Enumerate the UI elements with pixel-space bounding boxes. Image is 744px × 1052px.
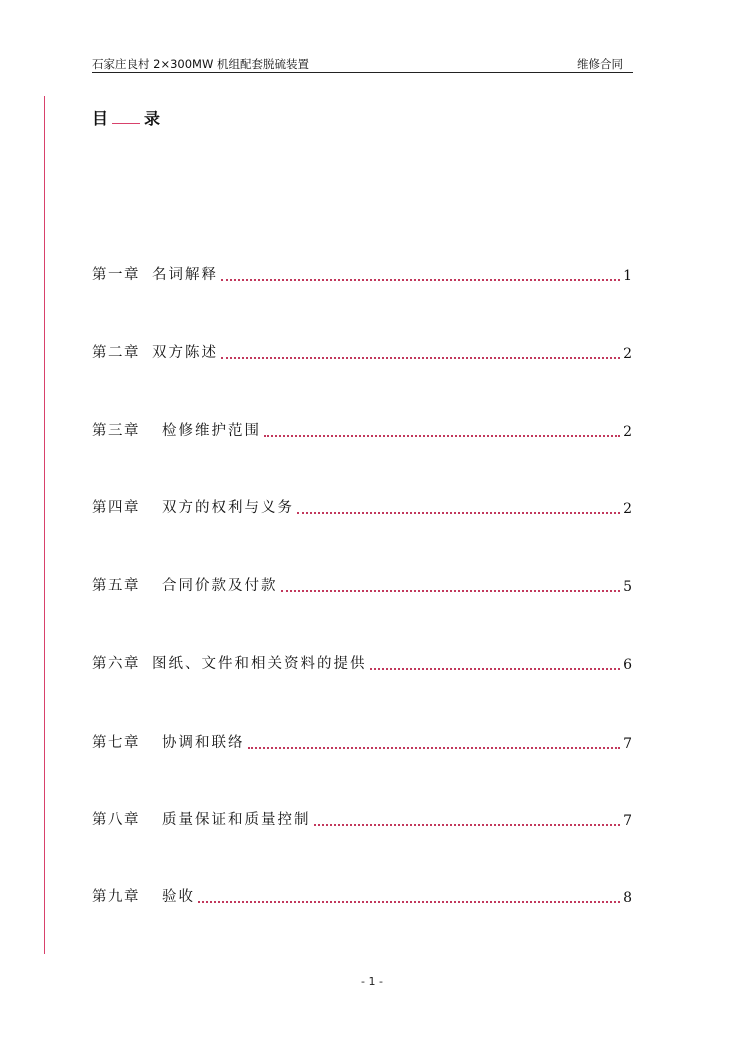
toc-entry-3[interactable] [92, 418, 632, 440]
header-rule [92, 72, 633, 73]
toc-page-number: 2 [623, 424, 632, 440]
toc-chapter-label: 第六章 [92, 656, 140, 672]
toc-chapter-name: 合同价款及付款 [162, 578, 278, 594]
toc-leader [370, 668, 621, 670]
toc-page-number: 1 [623, 268, 632, 284]
toc-page-number: 7 [623, 813, 632, 829]
toc-chapter-label: 第八章 [92, 812, 140, 828]
toc-entry-9[interactable] [92, 884, 632, 906]
toc-chapter-name: 双方陈述 [152, 345, 218, 361]
toc-page-number: 2 [623, 501, 632, 517]
toc-leader [281, 590, 621, 592]
toc-chapter-label: 第七章 [92, 735, 140, 751]
margin-line [44, 96, 45, 954]
toc-leader [221, 357, 620, 359]
toc-leader [248, 747, 621, 749]
header-document-type: 维修合同 [577, 57, 623, 71]
toc-leader [297, 512, 620, 514]
toc-chapter-label: 第九章 [92, 889, 140, 905]
toc-chapter-name: 双方的权利与义务 [162, 500, 294, 516]
page-number: - 1 - [361, 975, 383, 988]
toc-title-gap [112, 123, 140, 124]
toc-entry-6[interactable] [92, 651, 632, 673]
toc-title-second: 录 [144, 109, 161, 128]
toc-entry-7[interactable] [92, 730, 632, 752]
toc-chapter-name: 质量保证和质量控制 [162, 812, 311, 828]
toc-entry-5[interactable] [92, 573, 632, 595]
toc-page-number: 5 [623, 579, 632, 595]
toc-chapter-name: 检修维护范围 [162, 423, 261, 439]
toc-page-number: 6 [623, 657, 632, 673]
toc-chapter-label: 第一章 [92, 267, 140, 283]
toc-chapter-name: 图纸、文件和相关资料的提供 [152, 656, 367, 672]
header-project-title: 石家庄良村 2×300MW 机组配套脱硫装置 [92, 57, 310, 71]
toc-entry-2[interactable] [92, 340, 632, 362]
toc-chapter-label: 第三章 [92, 423, 140, 439]
toc-chapter-name: 名词解释 [152, 267, 218, 283]
toc-title-first: 目 [92, 109, 109, 128]
toc-chapter-label: 第五章 [92, 578, 140, 594]
toc-leader [314, 824, 621, 826]
toc-entry-8[interactable] [92, 807, 632, 829]
toc-entry-4[interactable] [92, 495, 632, 517]
toc-page-number: 2 [623, 346, 632, 362]
toc-page-number: 8 [623, 890, 632, 906]
toc-leader [198, 901, 620, 903]
toc-chapter-name: 协调和联络 [162, 735, 245, 751]
toc-title [92, 106, 160, 129]
toc-chapter-label: 第四章 [92, 500, 140, 516]
toc-chapter-label: 第二章 [92, 345, 140, 361]
toc-page-number: 7 [623, 736, 632, 752]
toc-chapter-name: 验收 [162, 889, 195, 905]
toc-entry-1[interactable] [92, 262, 632, 284]
toc-leader [264, 435, 620, 437]
page-header [92, 53, 633, 73]
toc-leader [221, 279, 620, 281]
